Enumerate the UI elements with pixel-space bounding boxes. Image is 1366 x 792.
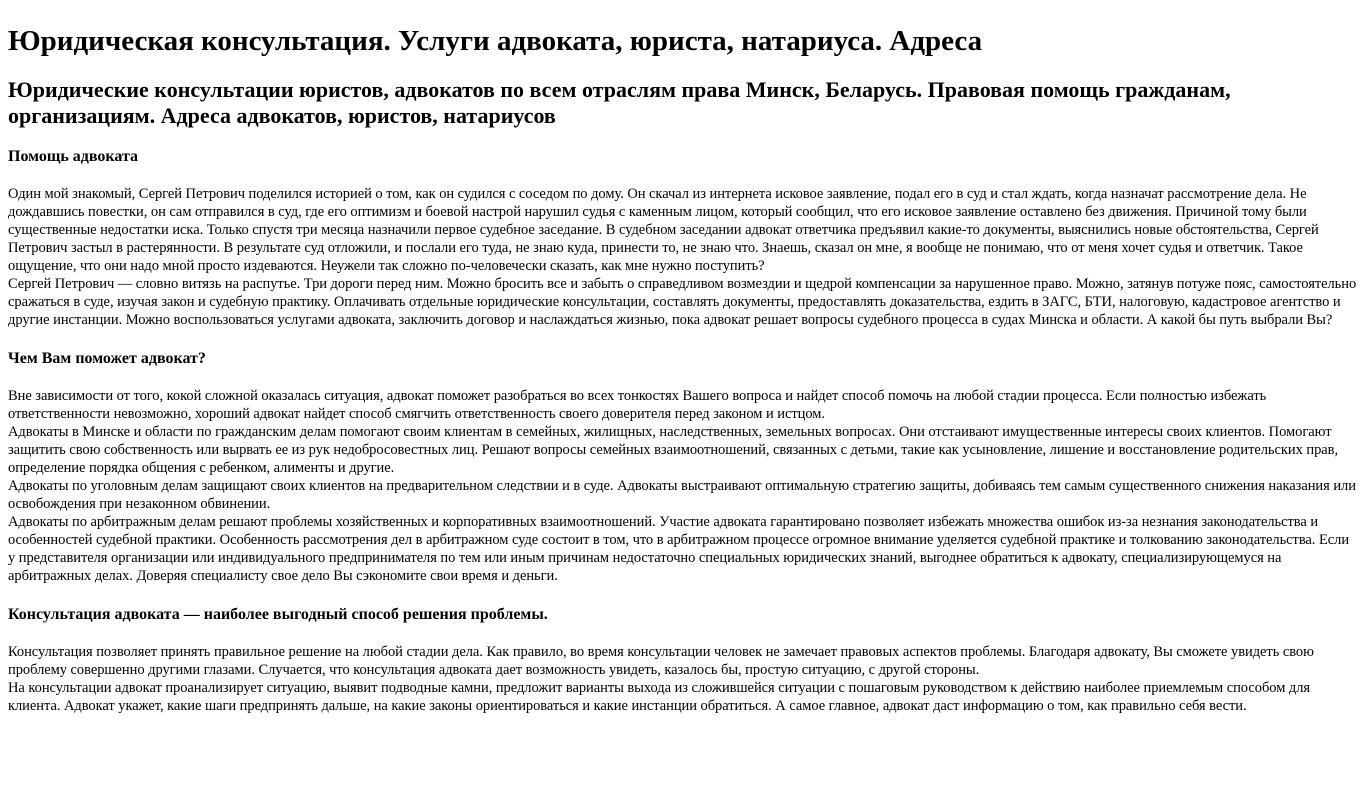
- paragraph: На консультации адвокат проанализирует ситуацию, выявит подводные камни, предложит варианты выхода из сложившейся ситуации с пошаговым руководством к действию наиболее приемлемым способом для клиента. Адвокат укажет, какие шаги предпринять дальше, на какие законы ориентироваться и какие инстанции обратиться. А самое главное, адвокат даст информацию о том, как правильно себя вести.: [8, 680, 1311, 714]
- section-heading: Помощь адвоката: [8, 148, 139, 165]
- page-subtitle: Юридические консультации юристов, адвокатов по всем отраслям права Минск, Беларусь. Правовая помощь гражданам, организациям. Адреса адвокатов, юристов, натариусов: [8, 77, 1231, 128]
- paragraph: Консультация позволяет принять правильное решение на любой стадии дела. Как правило, во время консультации человек не замечает правовых аспектов проблемы. Благодаря адвокату, Вы сможете увидеть свою проблему совершенно другими глазами. Случается, что консультация адвоката дает возможность увидеть, казалось бы, простую ситуацию, с другой стороны.: [8, 644, 1314, 678]
- paragraph: Вне зависимости от того, кокой сложной оказалась ситуация, адвокат поможет разобраться во всех тонкостях Вашего вопроса и найдет способ помочь на любой стадии процесса. Если полностью избежать ответственности невозможно, хороший адвокат найдет способ смягчить ответственность своего доверителя перед законом и истцом.: [8, 388, 1267, 422]
- section-help: [8, 147, 1358, 329]
- paragraph: Адвокаты в Минске и области по гражданским делам помогают своим клиентам в семейных, жилищных, наследственных, земельных вопросах. Они отстаивают имущественные интересы своих клиентов. Помогают защитить свою собственность или вырвать ее из рук недобросовестных лиц. Решают вопросы семейных взаимоотношений, связанных с детьми, такие как усыновление, лишение и восстановление родительских прав, определение порядка общения с ребенком, алименты и другие.: [8, 424, 1339, 476]
- section-heading: Консультация адвоката — наиболее выгодный способ решения проблемы.: [8, 606, 548, 623]
- paragraph: Адвокаты по уголовным делам защищают своих клиентов на предварительном следствии и в суде. Адвокаты выстраивают оптимальную стратегию защиты, добиваясь тем самым существенного снижения наказания или освобождения при незаконном обвинении.: [8, 478, 1356, 512]
- section-body: [8, 387, 1358, 585]
- section-how-lawyer-helps: [8, 349, 1358, 585]
- paragraph: Один мой знакомый, Сергей Петрович поделился историей о том, как он судился с соседом по дому. Он скачал из интернета исковое заявление, подал его в суд и стал ждать, когда назначат рассмотрение дела. Не дождавшись повестки, он сам отправился в суд, где его оптимизм и боевой настрой нарушил судья с каменным лицом, который сообщил, что его исковое заявление оставлено без движения. Причиной тому были существенные недостатки иска. Только спустя три месяца назначили первое судебное заседание. В судебном заседании адвокат ответчика предъявил какие-то документы, выяснились новые обстоятельства, Сергей Петрович застыл в растерянности. В результате суд отложили, и послали его туда, не знаю куда, принести то, не знаю что. Знаешь, сказал он мне, я вообще не понимаю, что от меня хочет судья и ответчик. Такое ощущение, что они надо мной просто издеваются. Неужели так сложно по-человечески сказать, как мне нужно поступить?: [8, 186, 1319, 274]
- paragraph: Сергей Петрович — словно витязь на распутье. Три дороги перед ним. Можно бросить все и забыть о справедливом возмездии и щедрой компенсации за нарушенное право. Можно, затянув потуже пояс, самостоятельно сражаться в суде, изучая закон и судебную практику. Оплачивать отдельные юридические консультации, составлять документы, предоставлять доказательства, ездить в ЗАГС, БТИ, налоговую, кадастровое агентство и другие инстанции. Можно воспользоваться услугами адвоката, заключить договор и наслаждаться жизнью, пока адвокат решает вопросы судебного процесса в судах Минска и области. А какой бы путь выбрали Вы?: [8, 276, 1357, 328]
- section-body: [8, 643, 1358, 715]
- paragraph: Адвокаты по арбитражным делам решают проблемы хозяйственных и корпоративных взаимоотношений. Участие адвоката гарантировано позволяет избежать множества ошибок из-за незнания законодательства и особенностей судебной практики. Особенность рассмотрения дел в арбитражном суде состоит в том, что в арбитражном процессе огромное внимание уделяется судебной практике и толкованию законодательства. Если у представителя организации или индивидуального предпринимателя по тем или иным причинам недостаточно специальных юридических знаний, выгоднее обратиться к адвокату, специализирующемуся на арбитражных делах. Доверяя специалисту свое дело Вы сэкономите свои время и деньги.: [8, 514, 1350, 584]
- section-heading: Чем Вам поможет адвокат?: [8, 350, 206, 367]
- section-consultation: [8, 605, 1358, 715]
- page-title: Юридическая консультация. Услуги адвоката, юриста, натариуса. Адреса: [8, 25, 983, 57]
- page: [0, 24, 1366, 715]
- section-body: [8, 185, 1358, 329]
